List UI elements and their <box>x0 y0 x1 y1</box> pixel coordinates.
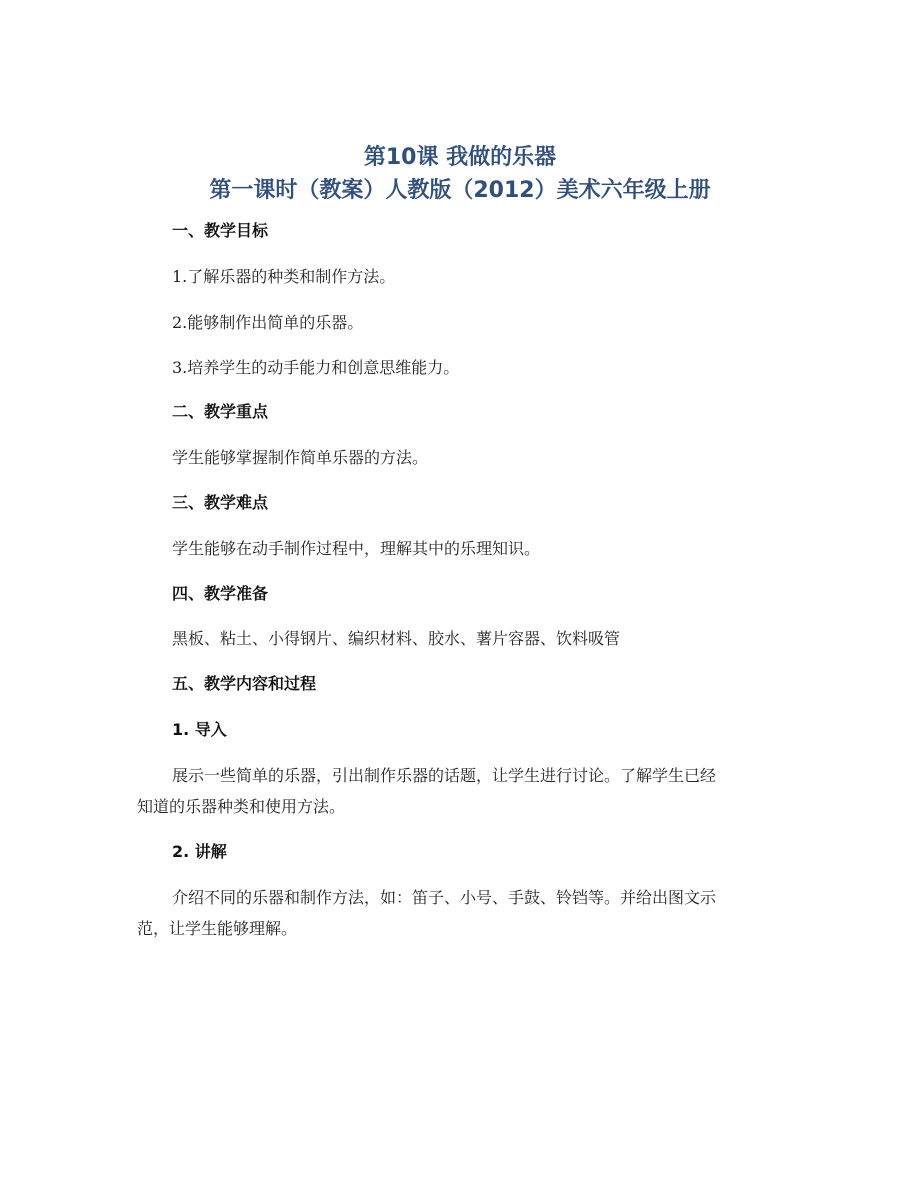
section-heading-preparation: 四、教学准备 <box>172 584 269 603</box>
document-title-line-1: 第10课 我做的乐器 <box>363 145 557 170</box>
introduction-line-1: 展示一些简单的乐器，引出制作乐器的话题，让学生进行讨论。了解学生已经 <box>172 766 717 785</box>
subsection-heading-explanation: 2. 讲解 <box>172 842 227 861</box>
objective-item-3: 3.培养学生的动手能力和创意思维能力。 <box>172 358 460 377</box>
introduction-line-2: 知道的乐器种类和使用方法。 <box>137 797 346 816</box>
objective-item-2: 2.能够制作出简单的乐器。 <box>172 313 364 332</box>
explanation-paragraph <box>137 882 789 944</box>
introduction-paragraph <box>137 760 789 822</box>
objective-item-1: 1.了解乐器的种类和制作方法。 <box>172 267 396 286</box>
explanation-line-1: 介绍不同的乐器和制作方法，如：笛子、小号、手鼓、铃铛等。并给出图文示 <box>172 888 717 907</box>
section-heading-difficulties: 三、教学难点 <box>172 493 269 512</box>
document-title-line-2: 第一课时（教案）人教版（2012）美术六年级上册 <box>209 178 711 203</box>
section-heading-content-process: 五、教学内容和过程 <box>172 674 317 693</box>
subsection-heading-introduction: 1. 导入 <box>172 720 227 739</box>
key-points-text: 学生能够掌握制作简单乐器的方法。 <box>172 448 429 467</box>
preparation-text: 黑板、粘土、小得钢片、编织材料、胶水、薯片容器、饮料吸管 <box>172 629 621 648</box>
section-heading-key-points: 二、教学重点 <box>172 402 269 421</box>
explanation-line-2: 范，让学生能够理解。 <box>137 919 298 938</box>
section-heading-objectives: 一、教学目标 <box>172 221 269 240</box>
difficulties-text: 学生能够在动手制作过程中，理解其中的乐理知识。 <box>172 539 541 558</box>
